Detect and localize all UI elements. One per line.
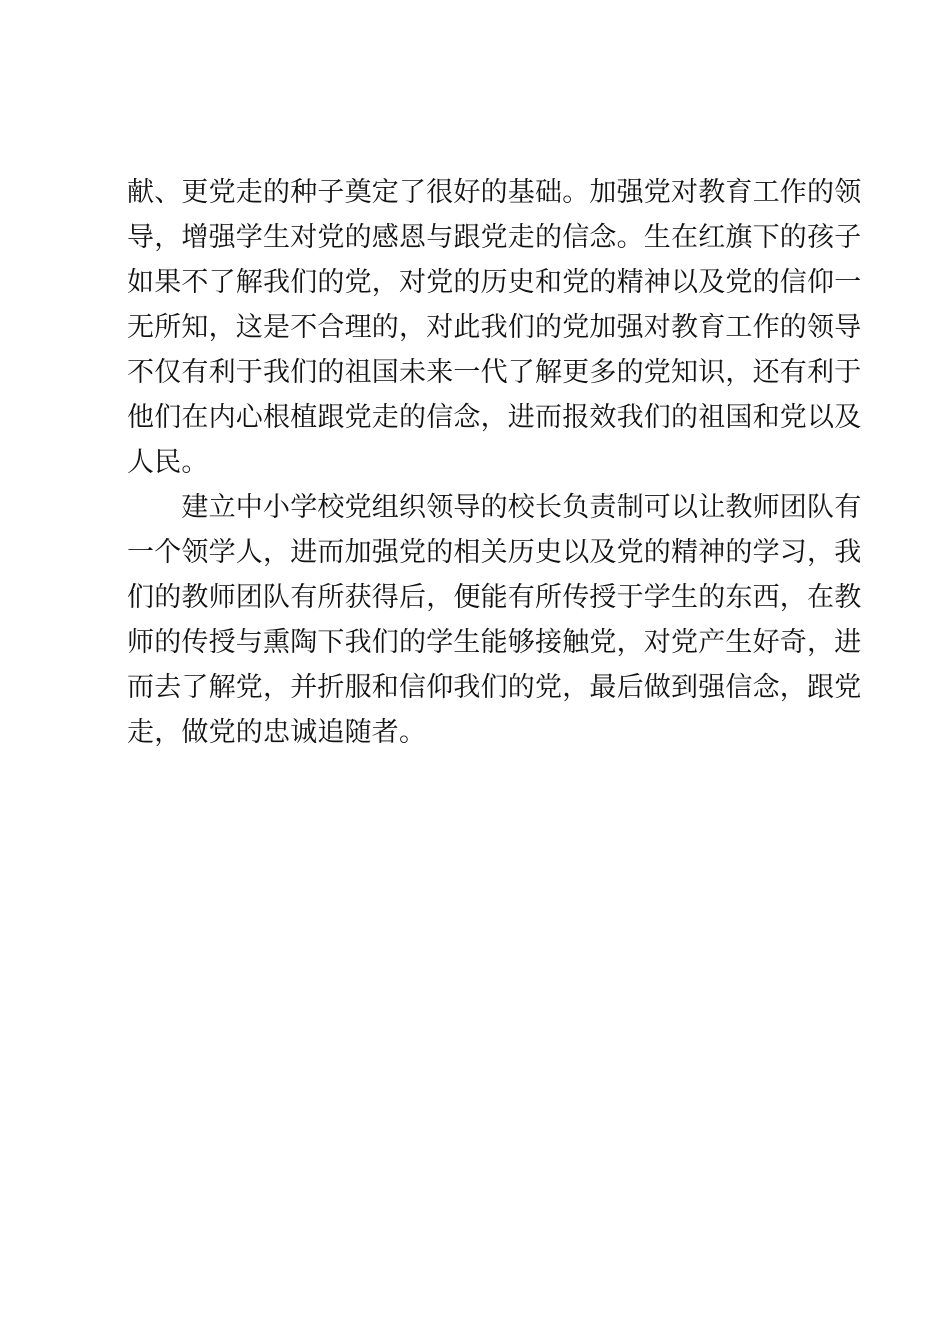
text-line: 走，做党的忠诚追随者。 (127, 717, 427, 748)
text-line: 一个领学人，进而加强党的相关历史以及党的精神的学习，我 (127, 537, 862, 568)
text-line: 而去了解党，并折服和信仰我们的党，最后做到强信念，跟党 (127, 672, 862, 703)
text-line: 人民。 (127, 447, 209, 478)
text-line: 不仅有利于我们的祖国未来一代了解更多的党知识，还有利于 (127, 357, 862, 388)
text-line: 们的教师团队有所获得后，便能有所传授于学生的东西，在教 (127, 582, 862, 613)
text-line: 他们在内心根植跟党走的信念，进而报效我们的祖国和党以及 (127, 402, 862, 433)
text-line: 建立中小学校党组织领导的校长负责制可以让教师团队有 (127, 492, 862, 523)
text-line: 献、更党走的种子奠定了很好的基础。加强党对教育工作的领 (127, 177, 862, 208)
body-text (127, 170, 862, 755)
text-line: 如果不了解我们的党，对党的历史和党的精神以及党的信仰一 (127, 267, 862, 298)
text-line: 无所知，这是不合理的，对此我们的党加强对教育工作的领导 (127, 312, 862, 343)
text-line: 导，增强学生对党的感恩与跟党走的信念。生在红旗下的孩子 (127, 222, 862, 253)
text-line: 师的传授与熏陶下我们的学生能够接触党，对党产生好奇，进 (127, 627, 862, 658)
